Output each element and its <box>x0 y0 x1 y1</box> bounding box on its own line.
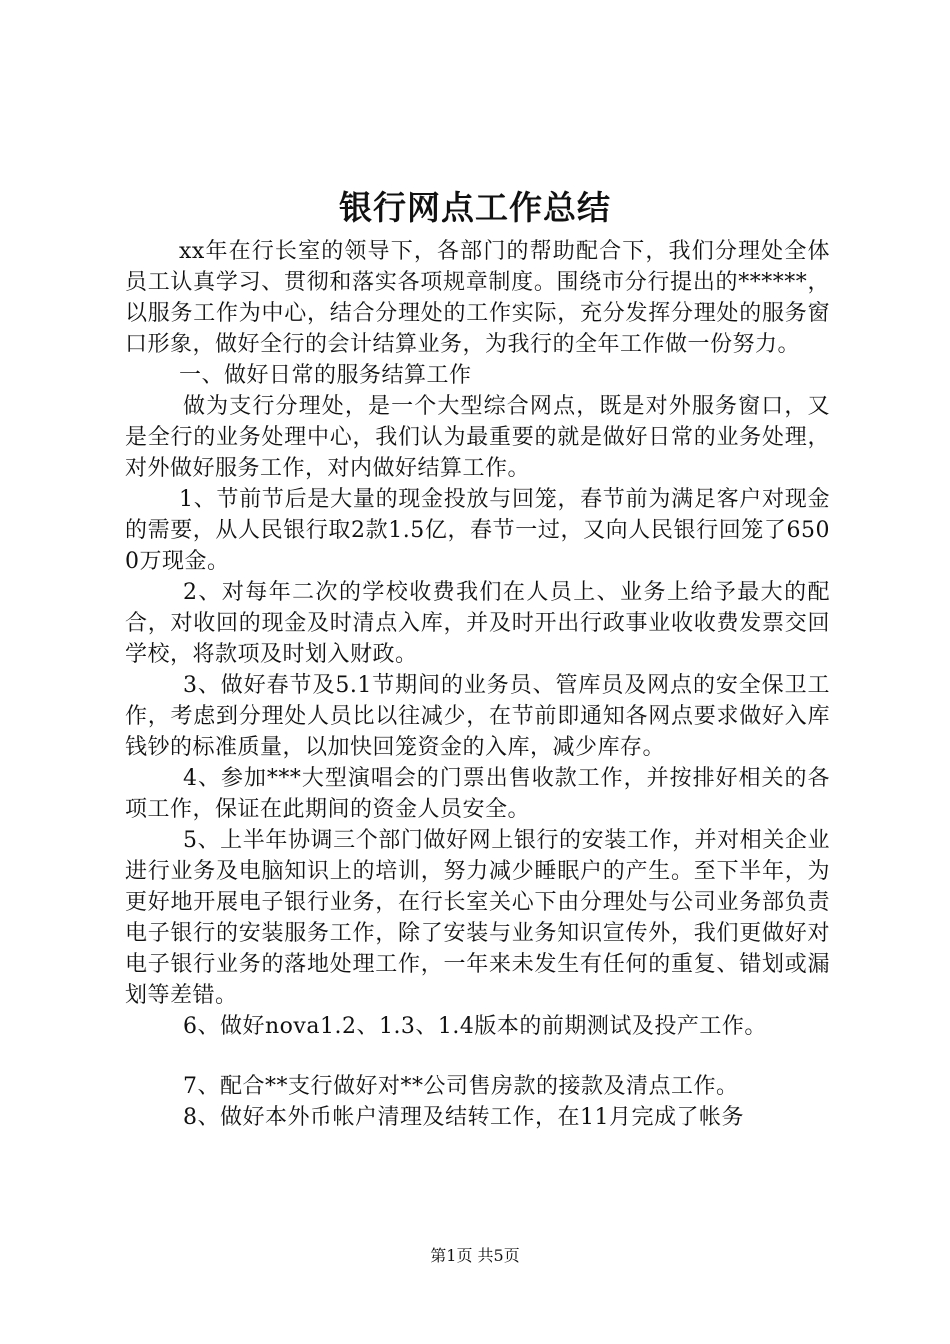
list-item-8: 8、做好本外币帐户清理及结转工作，在11月完成了帐务 <box>183 1105 744 1130</box>
body-paragraph: 做为支行分理处，是一个大型综合网点，既是对外服务窗口，又是全行的业务处理中心，我们认为最重要的就是做好日常的业务处理，对外做好服务工作，对内做好结算工作。 <box>125 394 830 481</box>
section-heading: 一、做好日常的服务结算工作 <box>179 363 472 388</box>
document-body <box>125 236 830 1133</box>
list-item-5: 5、上半年协调三个部门做好网上银行的安装工作，并对相关企业进行业务及电脑知识上的培训，努力减少睡眠户的产生。至下半年，为更好地开展电子银行业务，在行长室关心下由分理处与公司业务部负责电子银行的安装服务工作，除了安装与业务知识宣传外，我们更做好对电子银行业务的落地处理工作，一年来未发生有任何的重复、错划或漏划等差错。 <box>125 828 830 1008</box>
page-number: 第1页 共5页 <box>430 1246 520 1265</box>
list-item-1: 1、节前节后是大量的现金投放与回笼，春节前为满足客户对现金的需要，从人民银行取2款1.5亿，春节一过，又向人民银行回笼了6500万现金。 <box>125 487 830 574</box>
intro-paragraph: xx年在行长室的领导下，各部门的帮助配合下，我们分理处全体员工认真学习、贯彻和落实各项规章制度。围绕市分行提出的******，以服务工作为中心，结合分理处的工作实际，充分发挥分理处的服务窗口形象，做好全行的会计结算业务，为我行的全年工作做一份努力。 <box>125 239 830 357</box>
document-title: 银行网点工作总结 <box>339 188 611 227</box>
list-item-6: 6、做好nova1.2、1.3、1.4版本的前期测试及投产工作。 <box>183 1014 767 1039</box>
list-item-3: 3、做好春节及5.1节期间的业务员、管库员及网点的安全保卫工作，考虑到分理处人员比以往减少，在节前即通知各网点要求做好入库钱钞的标准质量，以加快回笼资金的入库，减少库存。 <box>125 673 830 760</box>
list-item-2: 2、对每年二次的学校收费我们在人员上、业务上给予最大的配合，对收回的现金及时清点入库，并及时开出行政事业收收费发票交回学校，将款项及时划入财政。 <box>125 580 830 667</box>
paragraph-gap <box>125 1042 830 1071</box>
list-item-7: 7、配合**支行做好对**公司售房款的接款及清点工作。 <box>183 1074 739 1099</box>
list-item-4: 4、参加***大型演唱会的门票出售收款工作，并按排好相关的各项工作，保证在此期间的资金人员安全。 <box>125 766 830 822</box>
